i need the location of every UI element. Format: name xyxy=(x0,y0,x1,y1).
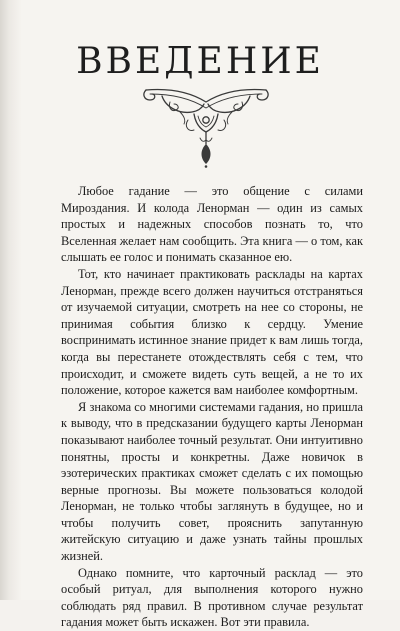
paragraph: Однако помните, что карточный расклад — это особый ритуал, для выполнения которого нужно соблюдать ряд правил. В противном случае результат гадания может быть искажен. Вот эти правила. xyxy=(61,565,363,630)
paragraph: Тот, кто начинает практиковать расклады на картах Ленорман, прежде всего должен научиться отстраняться от изучаемой ситуации, смотреть на нее со стороны, не принимая события близко к сердцу. Умение воспринимать истинное знание придет к вам лишь тогда, когда вы перестанете отождествлять себя с тем, что происходит, и сможете видеть суть вещей, а не то их положение, которое кажется вам наиболее комфортным. xyxy=(61,266,363,398)
page-spine-shadow xyxy=(0,0,22,600)
paragraph: Любое гадание — это общение с силами Мироздания. И колода Ленорман — один из самых простых и надежных способов познать то, что Вселенная желает нам сообщить. Эта книга — о том, как слышать ее голос и понимать сказанное ею. xyxy=(61,184,363,265)
chapter-body xyxy=(61,183,363,631)
chapter-title: ВВЕДЕНИЕ xyxy=(76,41,324,82)
flourish-ornament-icon xyxy=(140,86,272,168)
paragraph: Я знакома со многими системами гадания, но пришла к выводу, что в предсказании будущего карты Ленорман показывают наиболее точный результат. Они интуитивно понятны, просты и конкретны. Даже новичок в эзотерических практиках сможет сделать с их помощью верные прогнозы. Вы можете пользоваться колодой Ленорман, не только чтобы заглянуть в будущее, но и чтобы получить совет, прояснить запутанную житейскую ситуацию и даже узнать тайны прошлых жизней. xyxy=(61,399,363,564)
